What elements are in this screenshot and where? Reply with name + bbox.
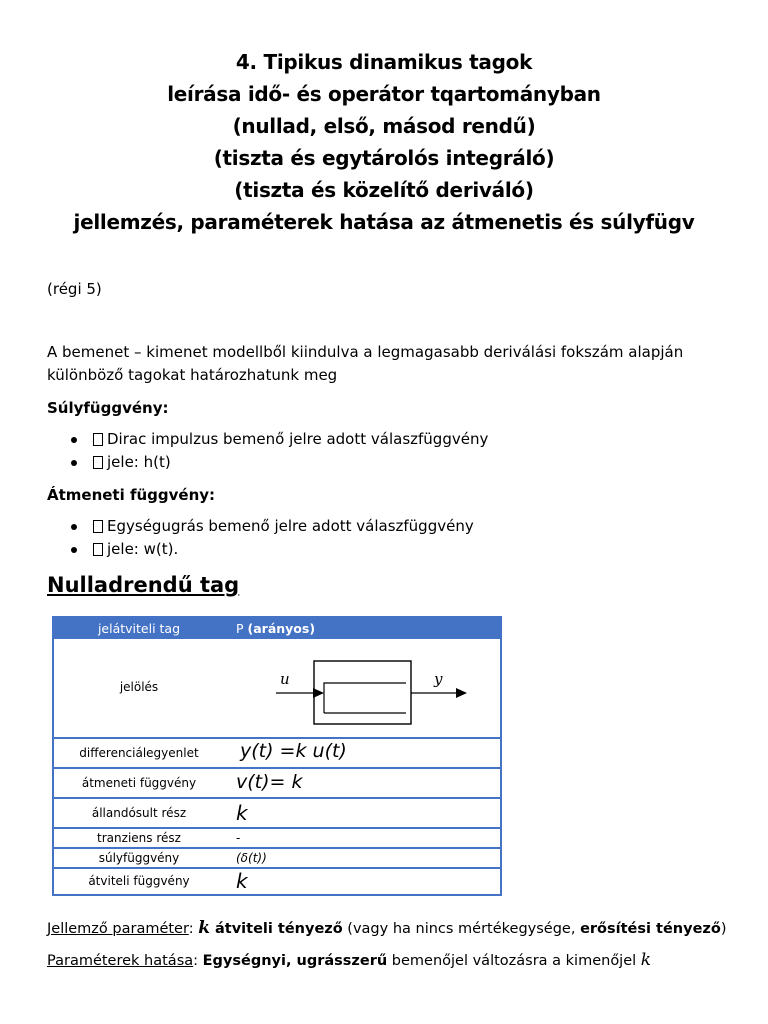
effect-k: k [640,950,652,970]
title-line-1: 4. Tipikus dinamikus tagok [235,50,533,74]
missing-glyph-icon [93,543,103,556]
weight-function-list [47,428,488,474]
header-value [236,618,315,639]
row-label: átmeneti függvény [81,776,197,790]
param-colon: : [188,921,199,937]
list-item [47,538,474,561]
bullet-icon [71,524,77,530]
row-value: k [236,869,248,893]
missing-glyph-icon [93,433,103,446]
row-label: tranziens rész [97,831,181,845]
table-row [54,769,500,799]
row-value: v(t)= k [236,771,303,793]
table-row [54,869,500,894]
block-diagram [264,655,474,727]
effect-bold: Egységnyi, ugrásszerű [202,953,388,969]
param-bold-2: erősítési tényező [580,921,721,937]
param-mid: (vagy ha nincs mértékegysége, [342,921,581,937]
list-item [47,428,488,451]
table-row [54,829,500,849]
missing-glyph-icon [93,456,103,469]
table-row-symbol [54,639,500,739]
step-curve [324,683,406,713]
param-k: k [198,918,210,938]
symbol-label: jelölés [119,680,159,694]
bullet-icon [71,547,77,553]
list-item-text: Dirac impulzus bemenő jelre adott válaszfüggvény [107,430,489,448]
weight-function-heading: Súlyfüggvény: [47,399,169,417]
row-value: (δ(t)) [236,851,267,865]
section-heading: Nulladrendű tag [47,573,240,597]
list-item [47,451,488,474]
param-label: Jellemző paraméter [47,921,189,937]
row-value: y(t) =k u(t) [240,740,347,762]
list-item [47,515,474,538]
document-title [0,46,768,238]
row-value: k [236,801,248,825]
list-item-text: jele: h(t) [107,453,171,471]
parameter-effect [47,949,651,972]
effect-colon: : [193,953,203,969]
intro-paragraph: A bemenet – kimenet modellből kiindulva a legmagasabb deriválási fokszám alapján különböző tagokat határozhatunk meg [47,343,684,384]
table-row [54,799,500,829]
table-header-row [54,618,500,639]
output-label: y [434,670,443,688]
bullet-icon [71,437,77,443]
bullet-icon [71,460,77,466]
row-label: súlyfüggvény [98,851,180,865]
step-function-list [47,515,474,561]
input-label: u [280,670,290,688]
step-function-heading: Átmeneti függvény: [47,486,216,504]
title-line-5: (tiszta és közelítő deriváló) [234,178,534,202]
effect-mid: bemenőjel változásra a kimenőjel [387,953,641,969]
table-row [54,849,500,869]
param-end: ) [720,921,727,937]
header-value-bold: (arányos) [247,621,316,636]
row-label: átviteli függvény [88,874,190,888]
header-label: jelátviteli tag [97,621,181,636]
effect-label: Paraméterek hatása [47,953,194,969]
title-line-6: jellemzés, paraméterek hatása az átmenetis és súlyfügv [73,210,695,234]
param-bold: átviteli tényező [209,921,343,937]
header-value-prefix: P [236,621,248,636]
old-reference: (régi 5) [47,280,102,298]
list-item-text: Egységugrás bemenő jelre adott válaszfüggvény [107,517,474,535]
title-line-3: (nullad, első, másod rendű) [232,114,536,138]
missing-glyph-icon [93,520,103,533]
title-line-4: (tiszta és egytárolós integráló) [213,146,555,170]
row-label: állandósult rész [91,806,187,820]
characteristic-parameter [47,917,726,940]
proportional-element-table [52,616,502,896]
row-value: - [236,831,241,845]
block-rectangle [314,661,411,724]
output-arrow-head [456,688,467,698]
row-label: differenciálegyenlet [79,746,199,760]
table-row [54,739,500,769]
title-line-2: leírása idő- és operátor tqartományban [167,82,601,106]
list-item-text: jele: w(t). [107,540,179,558]
